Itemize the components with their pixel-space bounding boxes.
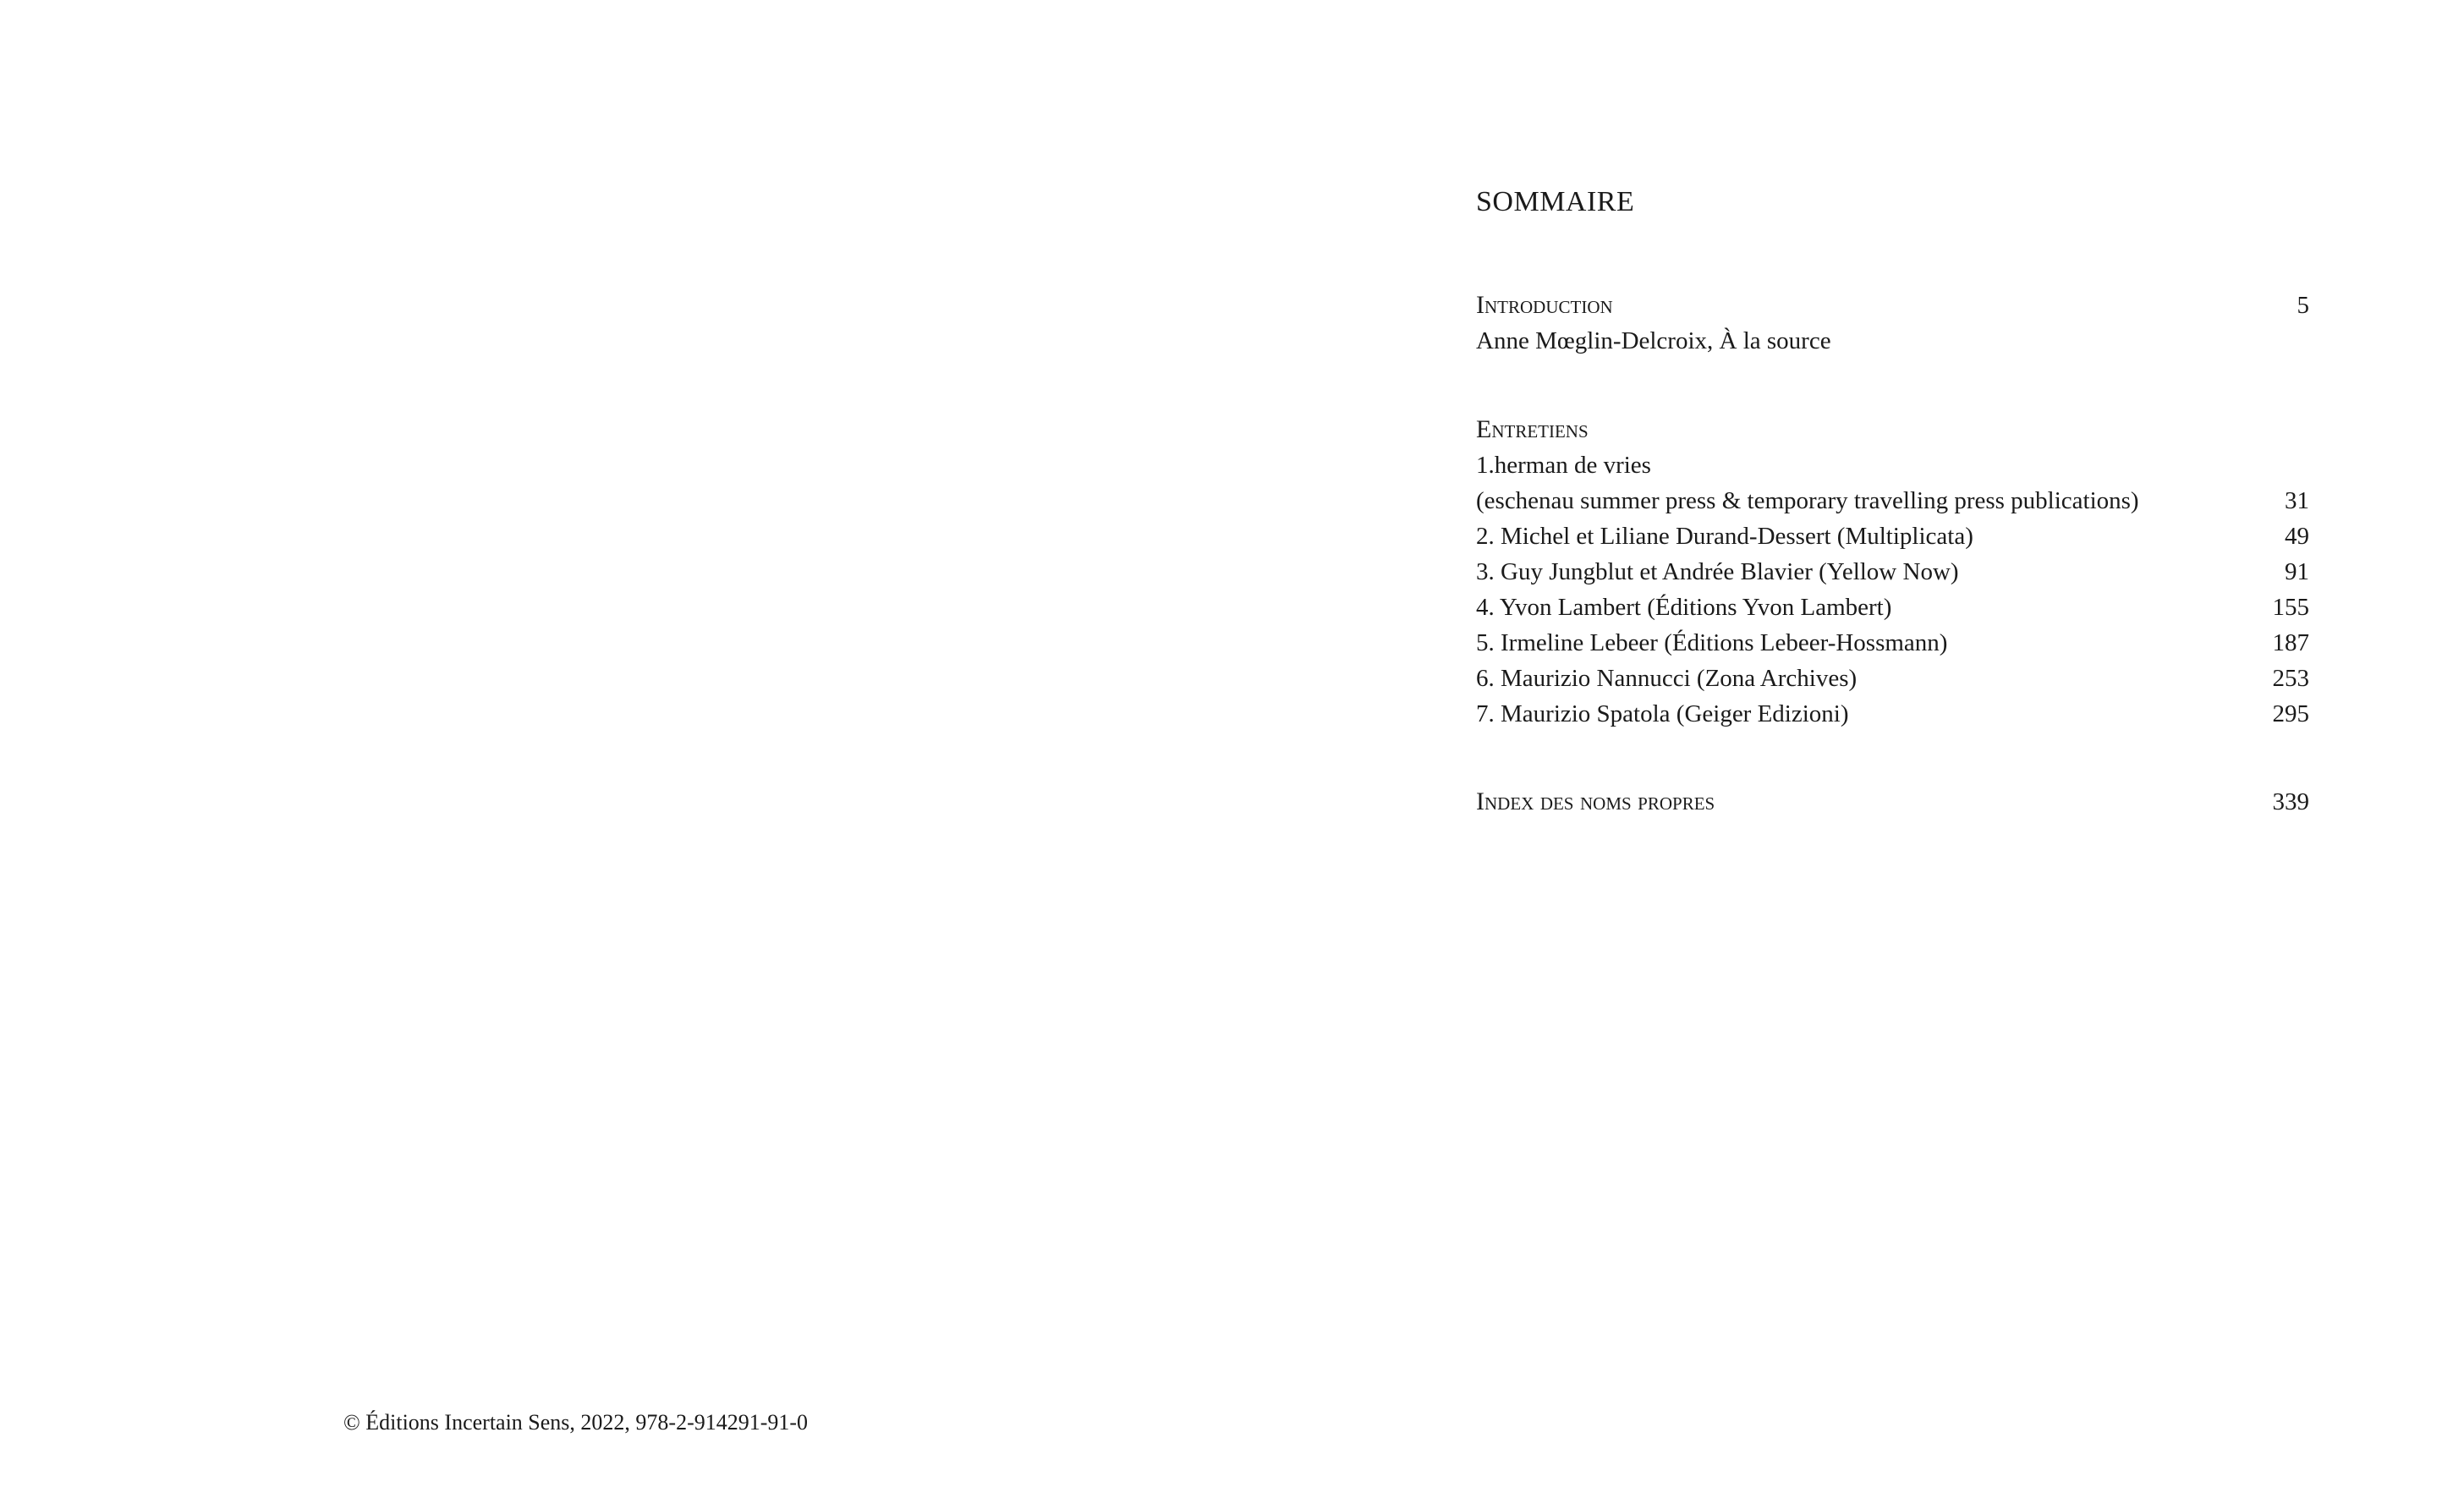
- toc-page-number: 5: [2297, 292, 2309, 319]
- toc-page-number: 49: [2285, 523, 2309, 550]
- toc-index-section: [1476, 784, 2309, 820]
- toc-entry-index: [1476, 784, 2309, 820]
- toc-entry-label: Index des noms propres: [1476, 787, 1715, 815]
- toc-entry-label: 7. Maurizio Spatola (Geiger Edizioni): [1476, 700, 1849, 727]
- toc-entry-label: 3. Guy Jungblut et Andrée Blavier (Yellow Now): [1476, 558, 1959, 585]
- toc-entry-introduction-subtitle: [1476, 323, 2309, 359]
- toc-page-number: 253: [2272, 665, 2309, 692]
- toc-entry: [1476, 554, 2309, 590]
- toc-page-number: 155: [2272, 594, 2309, 621]
- toc-page-number: 31: [2285, 487, 2309, 514]
- toc-entry: [1476, 696, 2309, 732]
- toc-page-number: 295: [2272, 700, 2309, 727]
- toc-entry-label: 4. Yvon Lambert (Éditions Yvon Lambert): [1476, 594, 1892, 621]
- toc-entry: [1476, 661, 2309, 696]
- toc-entry-label: (eschenau summer press & temporary travelling press publications): [1476, 487, 2139, 514]
- table-of-contents: [1476, 186, 2309, 815]
- toc-page-number: 91: [2285, 558, 2309, 585]
- toc-entry: [1476, 590, 2309, 625]
- toc-entry: [1476, 625, 2309, 661]
- toc-entry-label: Introduction: [1476, 291, 1613, 319]
- toc-entry-label: Anne Mœglin-Delcroix, À la source: [1476, 327, 1831, 354]
- toc-page-number: 339: [2272, 788, 2309, 815]
- toc-introduction-section: [1476, 288, 2309, 359]
- toc-entry: [1476, 519, 2309, 554]
- toc-entry-introduction: [1476, 288, 2309, 323]
- toc-entry-herman-de-vries: [1476, 447, 2309, 483]
- toc-entry-label: 1.herman de vries: [1476, 452, 1651, 479]
- toc-entry-label: 5. Irmeline Lebeer (Éditions Lebeer-Hossmann): [1476, 629, 1948, 656]
- toc-page-number: 187: [2272, 629, 2309, 656]
- toc-entry-label: 2. Michel et Liliane Durand-Dessert (Multiplicata): [1476, 523, 1973, 550]
- toc-section-label: Entretiens: [1476, 415, 1589, 443]
- toc-heading: SOMMAIRE: [1476, 186, 1635, 217]
- toc-entry-label: 6. Maurizio Nannucci (Zona Archives): [1476, 665, 1858, 692]
- toc-entretiens-section: [1476, 412, 2309, 732]
- toc-entry: [1476, 483, 2309, 519]
- toc-section-title-entretiens: [1476, 412, 2309, 447]
- copyright-notice: © Éditions Incertain Sens, 2022, 978-2-914291-91-0: [343, 1410, 809, 1435]
